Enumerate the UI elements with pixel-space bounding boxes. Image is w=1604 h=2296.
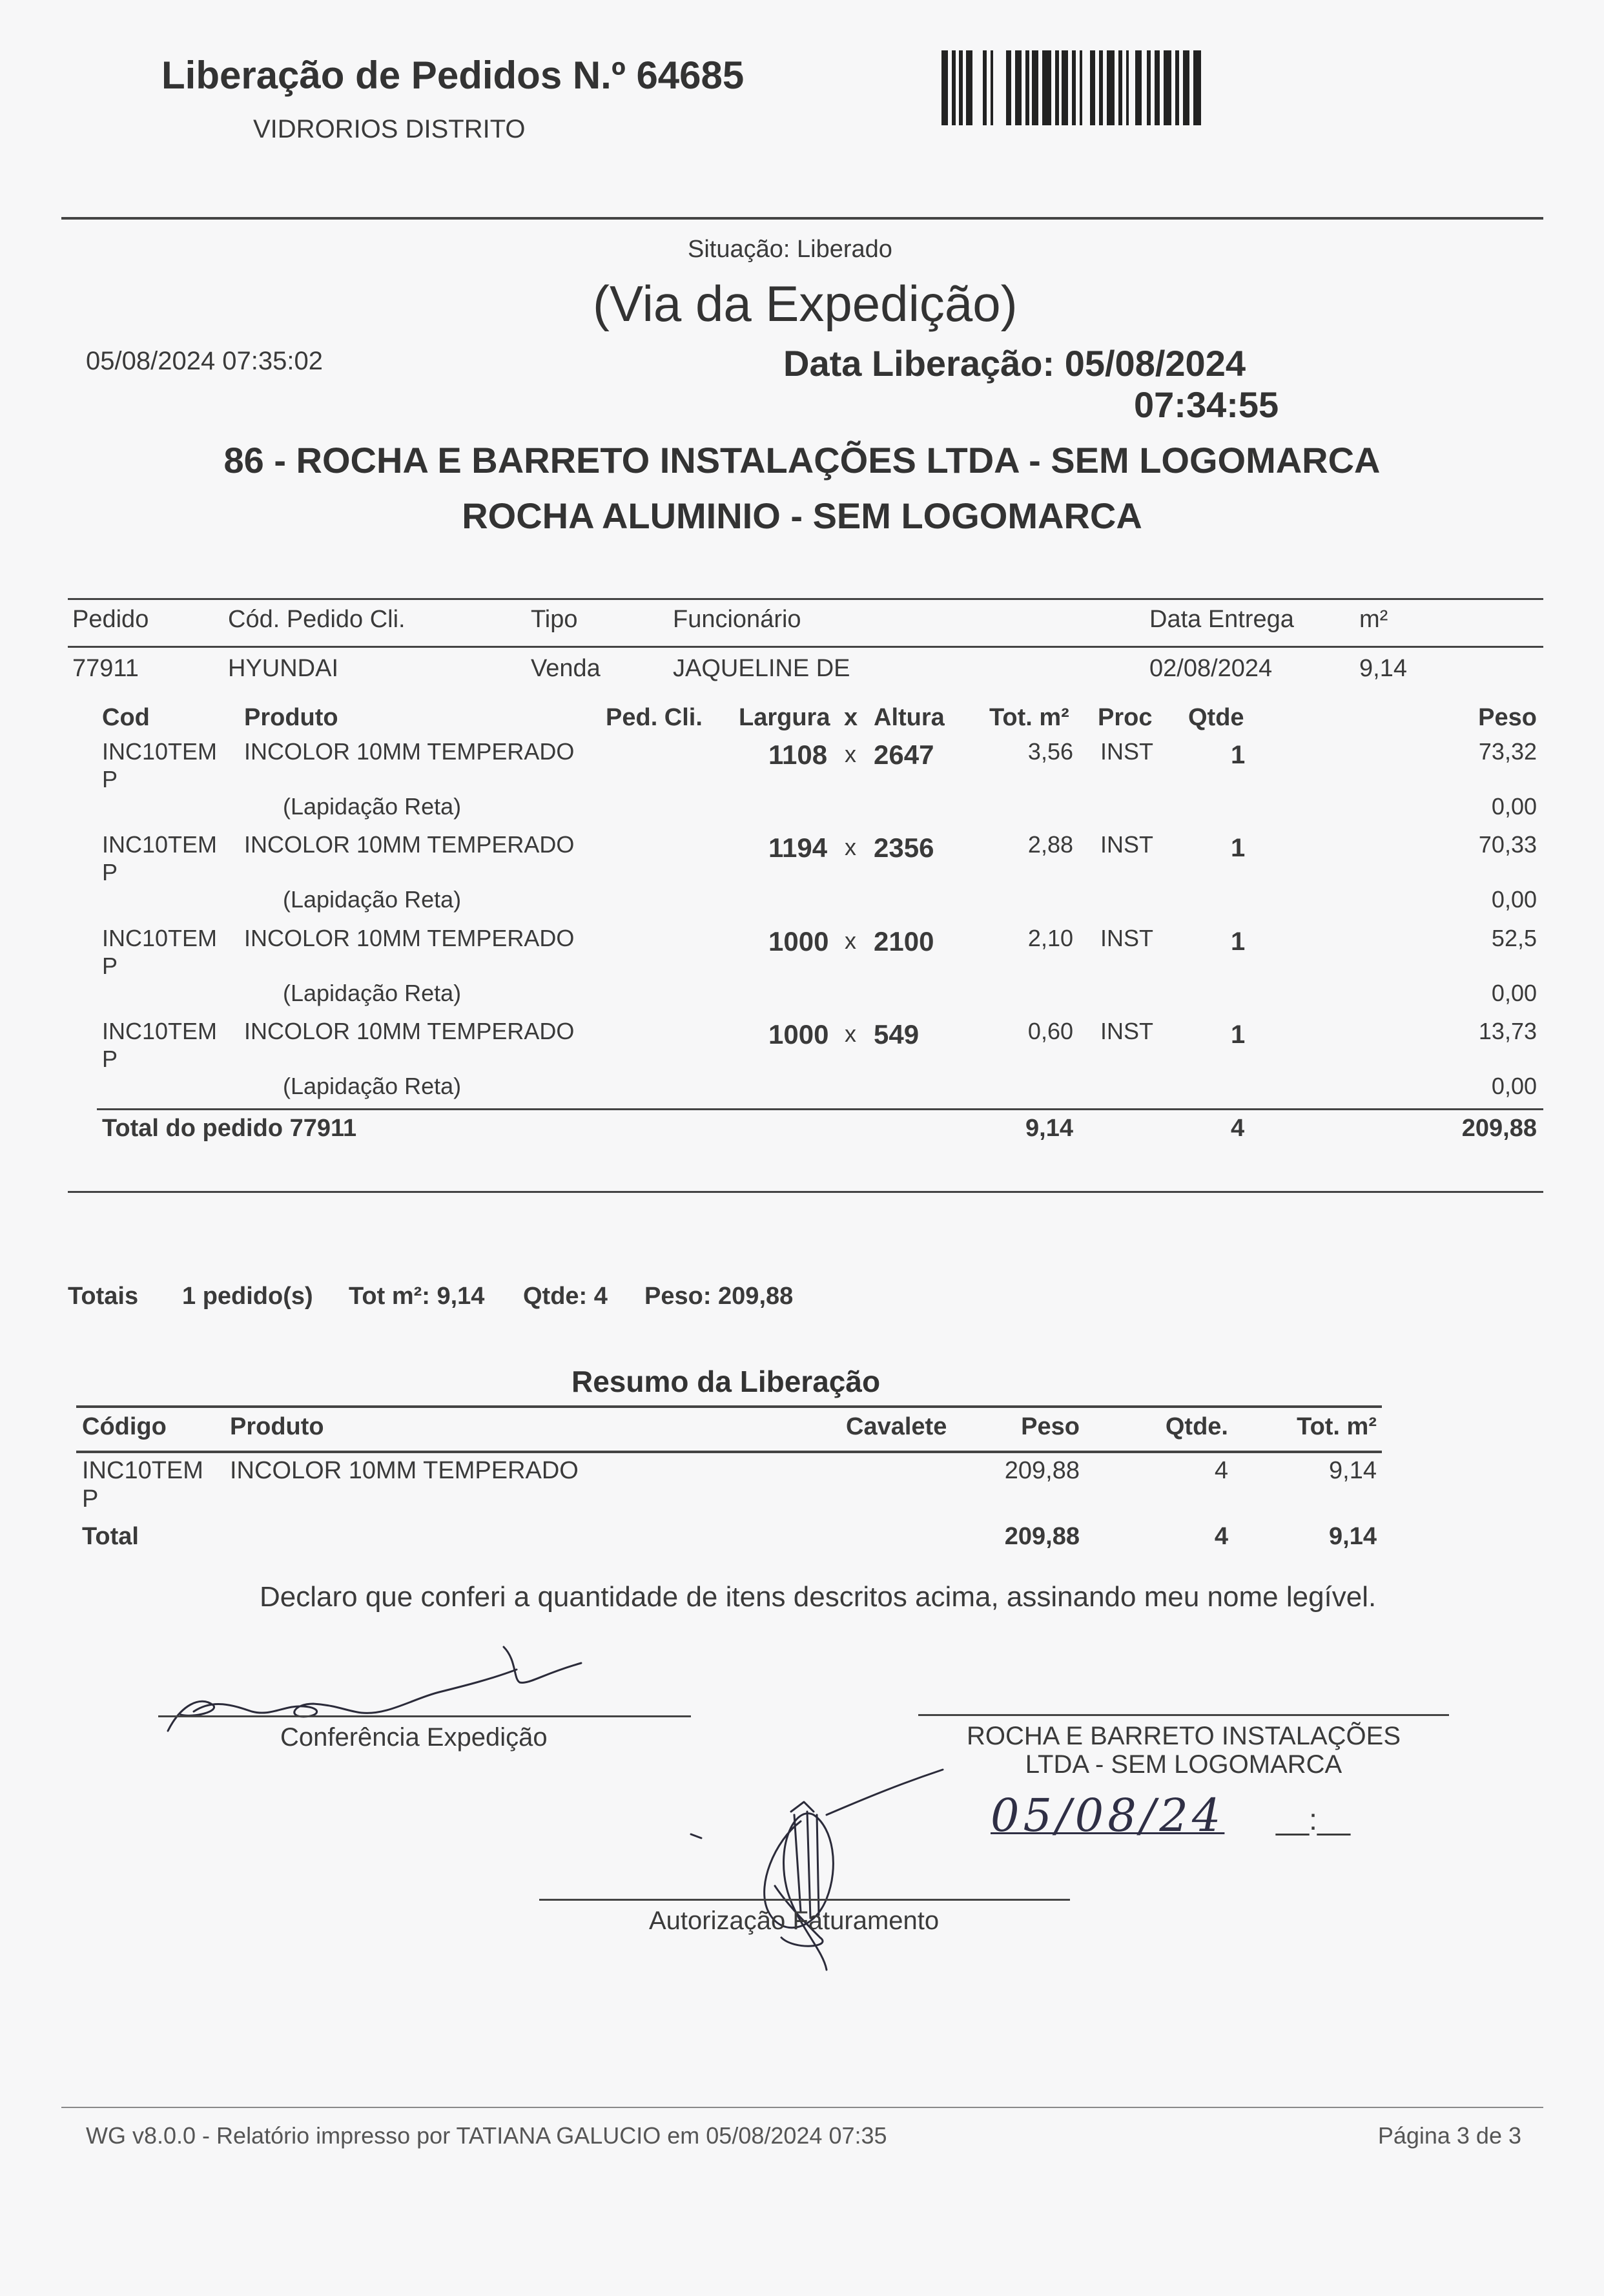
item-process-detail: (Lapidação Reta)	[283, 1073, 462, 1099]
item-product: INCOLOR 10MM TEMPERADO	[244, 831, 575, 858]
item-process-weight: 0,00	[1491, 1073, 1537, 1099]
document-title: Liberação de Pedidos N.º 64685	[161, 54, 745, 97]
items-col-proc: Proc	[1098, 704, 1153, 731]
item-qty: 1	[1231, 834, 1246, 862]
order-total-rule	[97, 1108, 1543, 1110]
client-order-code: HYUNDAI	[228, 655, 339, 682]
item-proc: INST	[1100, 925, 1154, 951]
item-qty: 1	[1231, 927, 1246, 956]
copy-label: (Via da Expedição)	[593, 275, 1018, 332]
footer-rule	[61, 2107, 1543, 2108]
item-code: INC10TEM	[102, 831, 218, 858]
item-code: INC10TEM	[102, 925, 218, 951]
col-m2: m²	[1359, 606, 1388, 633]
item-tot-m2: 3,56	[1027, 738, 1073, 765]
item-weight: 73,32	[1478, 738, 1537, 765]
header-divider	[61, 217, 1543, 220]
totals-qty: Qtde: 4	[523, 1283, 608, 1310]
release-time-value: 07:34:55	[1134, 384, 1279, 425]
summary-col-cavalete: Cavalete	[846, 1413, 947, 1440]
time-blank: __:__	[1276, 1803, 1351, 1836]
signature-line-client	[918, 1714, 1449, 1716]
delivery-date: 02/08/2024	[1149, 655, 1273, 682]
signature-autorizacao	[678, 1744, 975, 1976]
items-col-ped-cli: Ped. Cli.	[606, 704, 703, 731]
item-product: INCOLOR 10MM TEMPERADO	[244, 738, 575, 765]
item-qty: 1	[1231, 1020, 1246, 1049]
items-col-cod: Cod	[102, 704, 150, 731]
item-height: 2100	[874, 926, 934, 957]
item-height: 2356	[874, 833, 934, 863]
items-col-altura: Altura	[874, 704, 945, 731]
signature-label-conferencia: Conferência Expedição	[280, 1723, 548, 1752]
item-process-detail: (Lapidação Reta)	[283, 793, 462, 820]
item-proc: INST	[1100, 831, 1154, 858]
summary-header-rule	[76, 1451, 1382, 1453]
item-tot-m2: 2,88	[1027, 831, 1073, 858]
summary-top-rule	[76, 1405, 1382, 1408]
order-number: 77911	[72, 655, 139, 682]
item-product: INCOLOR 10MM TEMPERADO	[244, 1018, 575, 1044]
items-col-qtde: Qtde	[1188, 704, 1244, 731]
order-total-label: Total do pedido 77911	[102, 1115, 357, 1142]
summary-total-qty: 4	[1214, 1523, 1228, 1550]
item-times: x	[845, 927, 856, 954]
items-col-tot-m2: Tot. m²	[989, 704, 1069, 731]
item-qty: 1	[1231, 741, 1246, 769]
item-process-detail: (Lapidação Reta)	[283, 980, 462, 1006]
order-table-top-rule	[68, 598, 1543, 600]
item-code-cont: P	[102, 1046, 118, 1072]
order-total-weight: 209,88	[1461, 1115, 1537, 1142]
print-timestamp: 05/08/2024 07:35:02	[86, 347, 324, 375]
item-code-cont: P	[102, 953, 118, 979]
items-col-peso: Peso	[1478, 704, 1537, 731]
summary-col-tot-m2: Tot. m²	[1297, 1413, 1377, 1440]
summary-total-weight: 209,88	[1004, 1523, 1080, 1550]
summary-weight: 209,88	[1004, 1457, 1080, 1484]
item-tot-m2: 2,10	[1027, 925, 1073, 951]
order-total-m2: 9,14	[1025, 1115, 1073, 1142]
summary-code: INC10TEM	[82, 1457, 203, 1484]
barcode	[941, 50, 1201, 125]
footer-page-number: Página 3 de 3	[1377, 2122, 1521, 2149]
summary-title: Resumo da Liberação	[571, 1365, 881, 1398]
item-width: 1108	[768, 739, 828, 770]
summary-product: INCOLOR 10MM TEMPERADO	[230, 1457, 579, 1484]
signature-label-autorizacao: Autorização Faturamento	[649, 1907, 940, 1935]
item-times: x	[845, 741, 856, 767]
summary-code-cont: P	[82, 1485, 99, 1513]
item-times: x	[845, 1020, 856, 1047]
totals-label: Totais	[68, 1283, 139, 1310]
summary-qty: 4	[1214, 1457, 1228, 1484]
item-proc: INST	[1100, 1018, 1154, 1044]
item-process-weight: 0,00	[1491, 793, 1537, 820]
summary-col-codigo: Código	[82, 1413, 167, 1440]
company-name: VIDRORIOS DISTRITO	[253, 115, 526, 143]
summary-total-label: Total	[82, 1523, 139, 1550]
col-funcionario: Funcionário	[673, 606, 801, 633]
order-section-end-rule	[68, 1191, 1543, 1193]
summary-total-m2: 9,14	[1329, 1523, 1377, 1550]
items-col-largura: Largura	[739, 704, 830, 731]
totals-m2: Tot m²: 9,14	[349, 1283, 485, 1310]
item-tot-m2: 0,60	[1027, 1018, 1073, 1044]
item-code: INC10TEM	[102, 1018, 218, 1044]
item-width: 1000	[768, 926, 829, 957]
signature-line-conferencia	[158, 1715, 691, 1717]
items-col-produto: Produto	[244, 704, 338, 731]
signature-client-name-cont: LTDA - SEM LOGOMARCA	[1025, 1750, 1342, 1779]
item-code: INC10TEM	[102, 738, 218, 765]
col-tipo: Tipo	[531, 606, 578, 633]
item-process-weight: 0,00	[1491, 980, 1537, 1006]
signature-conferencia	[155, 1634, 594, 1737]
item-weight: 70,33	[1478, 831, 1537, 858]
order-m2: 9,14	[1359, 655, 1407, 682]
item-times: x	[845, 834, 856, 860]
item-weight: 13,73	[1478, 1018, 1537, 1044]
summary-col-qtde: Qtde.	[1165, 1413, 1228, 1440]
order-total-qty: 4	[1231, 1115, 1245, 1142]
item-proc: INST	[1100, 738, 1154, 765]
footer-print-info: WG v8.0.0 - Relatório impresso por TATIANA GALUCIO em 05/08/2024 07:35	[86, 2122, 887, 2149]
handwritten-date: 05/08/24	[991, 1789, 1225, 1842]
declaration-text: Declaro que conferi a quantidade de itens descritos acima, assinando meu nome legível.	[260, 1581, 1377, 1613]
client-trade-name: ROCHA ALUMINIO - SEM LOGOMARCA	[462, 495, 1142, 536]
order-type: Venda	[531, 655, 601, 682]
totals-orders: 1 pedido(s)	[182, 1283, 313, 1310]
item-width: 1194	[768, 833, 828, 863]
release-date-value: 05/08/2024	[1064, 343, 1246, 384]
item-code-cont: P	[102, 859, 118, 885]
item-height: 549	[874, 1019, 920, 1050]
totals-weight: Peso: 209,88	[644, 1283, 794, 1310]
item-process-weight: 0,00	[1491, 886, 1537, 913]
item-width: 1000	[768, 1019, 829, 1050]
col-pedido: Pedido	[72, 606, 149, 633]
summary-col-peso: Peso	[1021, 1413, 1080, 1440]
employee-name: JAQUELINE DE	[673, 655, 850, 682]
signature-client-name: ROCHA E BARRETO INSTALAÇÕES	[966, 1722, 1401, 1750]
item-height: 2647	[874, 739, 934, 770]
item-code-cont: P	[102, 766, 118, 792]
summary-col-produto: Produto	[230, 1413, 324, 1440]
summary-m2: 9,14	[1329, 1457, 1377, 1484]
item-weight: 52,5	[1491, 925, 1537, 951]
col-cod-pedido-cli: Cód. Pedido Cli.	[228, 606, 406, 633]
status-text: Situação: Liberado	[688, 236, 892, 263]
item-process-detail: (Lapidação Reta)	[283, 886, 462, 913]
signature-line-autorizacao	[539, 1899, 1070, 1901]
items-col-x: x	[844, 704, 858, 731]
release-date-caption: Data Liberação:	[783, 343, 1055, 384]
client-name: 86 - ROCHA E BARRETO INSTALAÇÕES LTDA - SEM LOGOMARCA	[223, 440, 1381, 481]
order-table-header-rule	[68, 646, 1543, 648]
item-product: INCOLOR 10MM TEMPERADO	[244, 925, 575, 951]
release-date-label	[783, 342, 1246, 384]
col-data-entrega: Data Entrega	[1149, 606, 1294, 633]
